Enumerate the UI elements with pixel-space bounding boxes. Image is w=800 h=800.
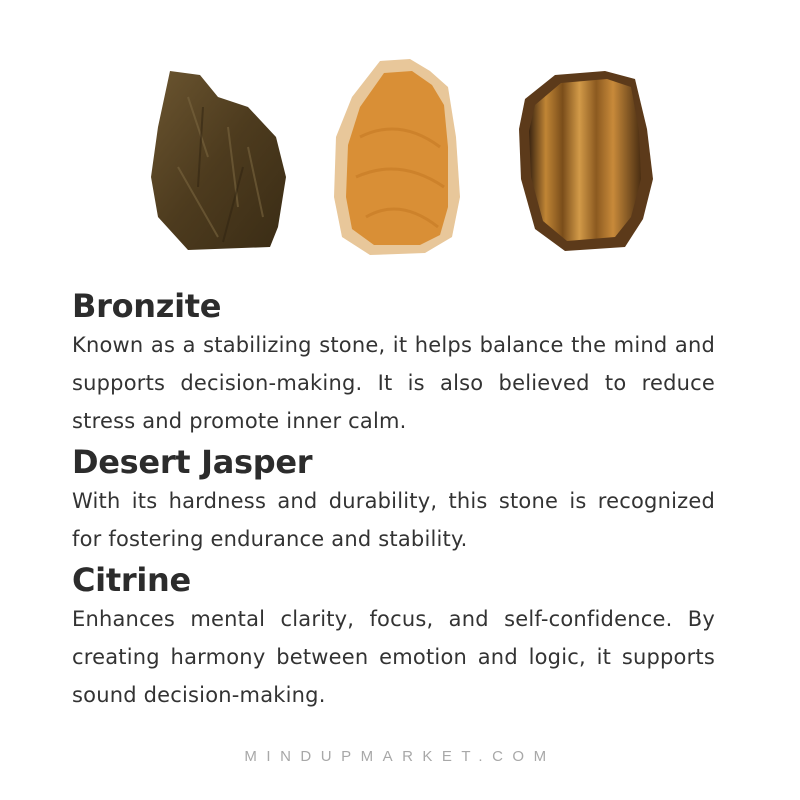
section-title: Citrine bbox=[72, 561, 191, 599]
section-description: Known as a stabilizing stone, it helps balance the mind and supports decision-making. It is also believed to reduce stress and promote inner calm. bbox=[72, 333, 715, 433]
section-description: Enhances mental clarity, focus, and self-confidence. By creating harmony between emotion and logic, it supports sound decision-making. bbox=[72, 607, 715, 707]
section-bronzite bbox=[72, 286, 715, 440]
section-description: With its hardness and durability, this stone is recognized for fostering endurance and stability. bbox=[72, 489, 715, 551]
section-title: Desert Jasper bbox=[72, 443, 313, 481]
section-title: Bronzite bbox=[72, 287, 222, 325]
section-desert-jasper bbox=[72, 442, 715, 558]
citrine-stone-image bbox=[515, 69, 655, 254]
stone-descriptions bbox=[72, 286, 715, 716]
desert-jasper-stone-image bbox=[330, 57, 465, 257]
stones-image-row bbox=[0, 55, 800, 255]
website-footer: MINDUPMARKET.COM bbox=[244, 748, 556, 765]
section-citrine bbox=[72, 560, 715, 714]
bronzite-stone-image bbox=[148, 67, 293, 252]
